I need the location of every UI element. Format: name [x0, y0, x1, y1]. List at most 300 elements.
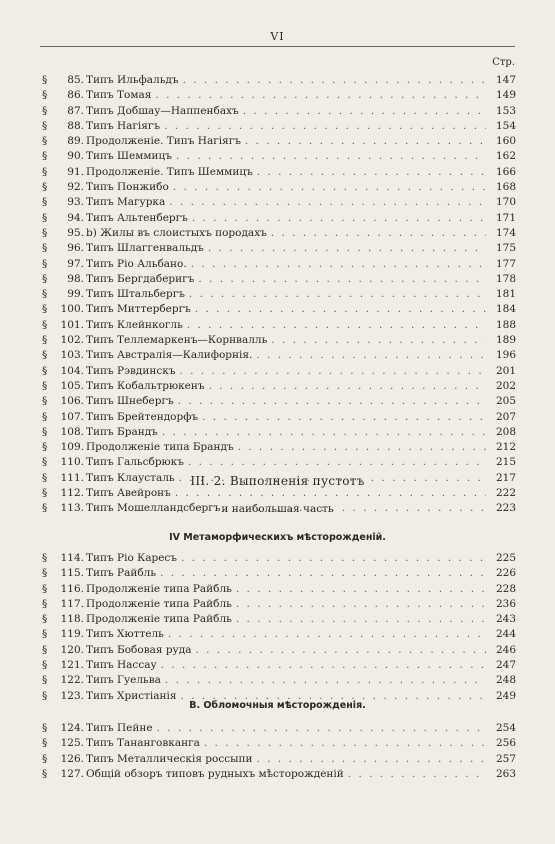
entry-title: Типъ Миттербергъ [86, 303, 191, 316]
dot-leader [192, 211, 486, 226]
section-sign: § [42, 395, 48, 408]
section-sign: § [42, 456, 48, 469]
toc-entry [42, 318, 516, 333]
dot-leader [191, 257, 486, 272]
entry-number: 110. [60, 456, 84, 469]
entry-page-number: 257 [495, 752, 516, 765]
dot-leader [173, 180, 486, 195]
dot-leader [271, 226, 486, 241]
entry-body [86, 425, 486, 440]
dot-leader [202, 410, 486, 425]
dot-leader [245, 134, 486, 149]
section-sign: § [42, 597, 48, 610]
dot-leader [169, 195, 486, 210]
entry-number: 112. [60, 487, 84, 500]
entry-title: Типъ Шлаггенвальдъ [86, 242, 204, 255]
entry-body [86, 364, 486, 379]
entry-number: 103. [60, 349, 84, 362]
entry-page-number: 170 [495, 196, 516, 209]
toc-entry [42, 455, 516, 470]
entry-number: 92. [67, 181, 84, 194]
entry-body [86, 673, 486, 688]
entry-page-number: 149 [495, 89, 516, 102]
dot-leader [175, 486, 486, 501]
entry-body [86, 440, 486, 455]
toc-entry [42, 394, 516, 409]
entry-page-number: 160 [495, 135, 516, 148]
entry-number: 106. [60, 395, 84, 408]
section-sign: § [42, 303, 48, 316]
toc-entry [42, 88, 516, 103]
entry-number: 89. [67, 135, 84, 148]
section-sign: § [42, 659, 48, 672]
toc-entry [42, 195, 516, 210]
toc-entry [42, 566, 516, 581]
entry-page-number: 207 [495, 410, 516, 423]
entry-body [86, 134, 486, 149]
toc-entry [42, 752, 516, 767]
entry-number: 87. [67, 104, 84, 117]
entry-body [86, 582, 486, 597]
dot-leader [198, 272, 486, 287]
entry-body [86, 721, 486, 736]
subsection-heading-iv: IV Метаморфическихъ мѣсторожденій. [169, 532, 386, 543]
toc-entry [42, 226, 516, 241]
entry-number: 111. [60, 471, 84, 484]
entry-title: Типъ Ріо Альбано. [86, 257, 187, 270]
entry-body [86, 394, 486, 409]
toc-entry [42, 241, 516, 256]
section-sign: § [42, 722, 48, 734]
dot-leader [165, 673, 486, 688]
dot-leader [168, 627, 486, 642]
section-sign: § [42, 272, 48, 285]
entry-number: 94. [67, 211, 84, 224]
entry-body [86, 257, 486, 272]
entry-number: 113. [60, 502, 84, 515]
entry-page-number: 168 [495, 181, 516, 194]
toc-entry [42, 643, 516, 658]
entry-number: 88. [67, 119, 84, 132]
entry-title: Продолженіе. Типъ Шеммицъ [86, 165, 253, 178]
entry-body [86, 149, 486, 164]
entry-body [86, 627, 486, 642]
entry-number: 126. [60, 752, 84, 765]
section-subheading: и наибольшая часть [221, 503, 334, 515]
section-sign: § [42, 196, 48, 209]
entry-body [86, 241, 486, 256]
section-sign: § [42, 487, 48, 500]
entry-body [86, 736, 486, 751]
entry-number: 98. [67, 272, 84, 285]
toc-entry [42, 302, 516, 317]
entry-number: 100. [60, 303, 84, 316]
entry-body [86, 658, 486, 673]
header-rule [40, 46, 515, 47]
entry-number: 121. [60, 659, 84, 672]
toc-entry [42, 180, 516, 195]
dot-leader [257, 165, 486, 180]
entry-title: Общій обзоръ типовъ рудныхъ мѣсторожденій [86, 767, 344, 780]
dot-leader [236, 612, 486, 627]
dot-leader [236, 597, 486, 612]
toc-entry [42, 673, 516, 688]
entry-body [86, 643, 486, 658]
entry-body [86, 287, 486, 302]
entry-title: b) Жилы въ слоистыхъ породахъ [86, 226, 267, 239]
toc-entry [42, 272, 516, 287]
entry-page-number: 174 [495, 226, 516, 239]
entry-title: Продолженіе. Типъ Нагіягъ [86, 135, 241, 148]
entry-title: Типъ Понжибо [86, 181, 169, 194]
entry-body [86, 73, 486, 88]
subsection-heading-v: В. Обломочныя мѣсторожденія. [189, 700, 366, 711]
entry-title: Типъ Ильфальдъ [86, 74, 179, 86]
dot-leader [162, 425, 486, 440]
section-sign: § [42, 643, 48, 656]
entry-page-number: 243 [495, 613, 516, 626]
section-sign: § [42, 552, 48, 564]
entry-title: Типъ Бергдаберигъ [86, 272, 195, 285]
entry-page-number: 226 [495, 567, 516, 580]
entry-page-number: 162 [495, 150, 516, 163]
section-sign: § [42, 334, 48, 347]
entry-body [86, 767, 486, 782]
section-sign: § [42, 379, 48, 392]
dot-leader [181, 551, 486, 566]
dot-leader [187, 318, 486, 333]
entry-title: Типъ Ріо Каресъ [86, 552, 177, 564]
entry-title: Типъ Тананговканга [86, 737, 200, 750]
entry-number: 90. [67, 150, 84, 163]
dot-leader [189, 287, 486, 302]
entry-body [86, 486, 486, 501]
section-sign: § [42, 502, 48, 515]
entry-page-number: 228 [495, 582, 516, 595]
entry-title: Типъ Райбль [86, 567, 157, 580]
toc-list-section-c [42, 721, 516, 782]
dot-leader [155, 88, 486, 103]
entry-body [86, 333, 486, 348]
entry-number: 107. [60, 410, 84, 423]
entry-page-number: 189 [495, 334, 516, 347]
entry-page-number: 202 [495, 379, 516, 392]
dot-leader [160, 566, 486, 581]
entry-number: 122. [60, 674, 84, 687]
toc-entry [42, 736, 516, 751]
entry-number: 93. [67, 196, 84, 209]
toc-entry [42, 486, 516, 501]
entry-number: 85. [67, 74, 84, 86]
section-sign: § [42, 119, 48, 132]
section-sign: § [42, 318, 48, 331]
toc-entry [42, 612, 516, 627]
entry-page-number: 222 [495, 487, 516, 500]
section-sign: § [42, 288, 48, 301]
toc-entry [42, 149, 516, 164]
entry-title: Типъ Шеммицъ [86, 150, 172, 163]
entry-page-number: 225 [495, 552, 516, 564]
section-sign: § [42, 471, 48, 484]
entry-page-number: 154 [495, 119, 516, 132]
entry-title: Типъ Рэвдинскъ [86, 364, 176, 377]
entry-title: Типъ Христіанія [86, 689, 177, 702]
toc-entry [42, 379, 516, 394]
entry-body [86, 104, 486, 119]
entry-page-number: 236 [495, 597, 516, 610]
entry-body [86, 211, 486, 226]
entry-number: 127. [60, 767, 84, 780]
entry-title: Типъ Металлическія россыпи [86, 752, 253, 765]
entry-title: Типъ Клаусталь [86, 471, 175, 484]
entry-body [86, 348, 486, 363]
entry-page-number: 175 [495, 242, 516, 255]
entry-body [86, 410, 486, 425]
dot-leader [188, 455, 486, 470]
toc-entry [42, 425, 516, 440]
entry-body [86, 612, 486, 627]
entry-title: Типъ Клейнкогль [86, 318, 183, 331]
section-sign: § [42, 364, 48, 377]
section-sign: § [42, 165, 48, 178]
entry-page-number: 212 [495, 441, 516, 454]
entry-page-number: 244 [495, 628, 516, 641]
toc-entry [42, 767, 516, 782]
dot-leader [183, 73, 486, 88]
entry-title: Типъ Нагіягъ [86, 119, 161, 132]
section-sign: § [42, 674, 48, 687]
entry-page-number: 196 [495, 349, 516, 362]
entry-title: Типъ Добшау—Наппенбахъ [86, 104, 239, 117]
entry-number: 99. [67, 288, 84, 301]
entry-number: 108. [60, 425, 84, 438]
entry-page-number: 263 [495, 767, 516, 780]
entry-page-number: 208 [495, 425, 516, 438]
entry-body [86, 195, 486, 210]
entry-number: 102. [60, 334, 84, 347]
entry-title: Типъ Нассау [86, 659, 157, 672]
section-sign: § [42, 211, 48, 224]
section-sign: § [42, 104, 48, 117]
dot-leader [243, 104, 486, 119]
toc-entry [42, 348, 516, 363]
entry-number: 105. [60, 379, 84, 392]
entry-title: Типъ Теллемаркенъ—Корнвалль [86, 334, 268, 347]
dot-leader [204, 736, 486, 751]
section-sign: § [42, 689, 48, 702]
entry-title: Типъ Австралія—Калифорнія. [86, 349, 253, 362]
toc-entry [42, 73, 516, 88]
dot-leader [164, 119, 486, 134]
dot-leader [179, 364, 486, 379]
entry-page-number: 249 [495, 689, 516, 702]
entry-number: 95. [67, 226, 84, 239]
toc-list-section-b [42, 551, 516, 704]
toc-entry [42, 582, 516, 597]
entry-title: Типъ Шнебергъ [86, 395, 174, 408]
entry-number: 123. [60, 689, 84, 702]
entry-page-number: 201 [495, 364, 516, 377]
toc-entry [42, 104, 516, 119]
dot-leader [208, 241, 486, 256]
entry-number: 120. [60, 643, 84, 656]
entry-title: Типъ Бобовая руда [86, 643, 192, 656]
entry-title: Типъ Авейронъ [86, 487, 171, 500]
entry-body [86, 566, 486, 581]
section-sign: § [42, 441, 48, 454]
entry-number: 115. [60, 567, 84, 580]
section-sign: § [42, 135, 48, 148]
section-sign: § [42, 613, 48, 626]
section-sign: § [42, 257, 48, 270]
toc-list-section-a [42, 73, 516, 517]
entry-title: Типъ Брейтендорфъ [86, 410, 199, 423]
entry-body [86, 379, 486, 394]
entry-number: 125. [60, 737, 84, 750]
entry-page-number: 247 [495, 659, 516, 672]
entry-number: 109. [60, 441, 84, 454]
toc-entry [42, 333, 516, 348]
toc-entry [42, 119, 516, 134]
entry-page-number: 178 [495, 272, 516, 285]
toc-entry [42, 627, 516, 642]
section-sign: § [42, 181, 48, 194]
toc-entry [42, 211, 516, 226]
entry-page-number: 171 [495, 211, 516, 224]
dot-leader [348, 767, 486, 782]
section-sign: § [42, 582, 48, 595]
entry-title: Типъ Хюттель [86, 628, 164, 641]
entry-number: 91. [67, 165, 84, 178]
entry-title: Продолженіе типа Райбль [86, 582, 232, 595]
section-sign: § [42, 767, 48, 780]
entry-number: 114. [60, 552, 84, 564]
section-sign: § [42, 150, 48, 163]
page-column-label: Стр. [492, 57, 515, 68]
entry-body [86, 551, 486, 566]
entry-body [86, 180, 486, 195]
entry-page-number: 223 [495, 502, 516, 515]
page-folio: VI [270, 30, 285, 43]
section-sign: § [42, 628, 48, 641]
entry-title: Типъ Мошелландсбергъ [86, 502, 221, 515]
dot-leader [195, 302, 486, 317]
entry-body [86, 455, 486, 470]
dot-leader [238, 440, 486, 455]
entry-body [86, 597, 486, 612]
toc-entry [42, 597, 516, 612]
entry-page-number: 177 [495, 257, 516, 270]
dot-leader [271, 333, 486, 348]
entry-body [86, 752, 486, 767]
dot-leader [256, 752, 486, 767]
entry-number: 96. [67, 242, 84, 255]
entry-number: 101. [60, 318, 84, 331]
section-sign: § [42, 737, 48, 750]
entry-body [86, 165, 486, 180]
toc-entry [42, 165, 516, 180]
entry-title: Типъ Пейне [86, 722, 153, 734]
toc-entry [42, 364, 516, 379]
entry-title: Типъ Гальсбрюкъ [86, 456, 184, 469]
section-sign: § [42, 349, 48, 362]
entry-title: Типъ Брандъ [86, 425, 158, 438]
entry-number: 97. [67, 257, 84, 270]
toc-entry [42, 551, 516, 566]
section-sign: § [42, 425, 48, 438]
dot-leader [161, 658, 486, 673]
entry-page-number: 166 [495, 165, 516, 178]
entry-page-number: 188 [495, 318, 516, 331]
entry-number: 86. [67, 89, 84, 102]
toc-entry [42, 721, 516, 736]
entry-page-number: 153 [495, 104, 516, 117]
dot-leader [195, 643, 486, 658]
entry-title: Продолженіе типа Брандъ [86, 441, 234, 454]
section-heading: III. 2. Выполненія пустотъ [190, 474, 365, 488]
entry-page-number: 256 [495, 737, 516, 750]
dot-leader [209, 379, 486, 394]
dot-leader [157, 721, 486, 736]
entry-body [86, 302, 486, 317]
entry-number: 116. [60, 582, 84, 595]
entry-title: Типъ Штальбергъ [86, 288, 185, 301]
toc-entry [42, 287, 516, 302]
toc-entry [42, 658, 516, 673]
section-sign: § [42, 74, 48, 86]
entry-title: Типъ Альтенбергъ [86, 211, 188, 224]
entry-number: 124. [60, 722, 84, 734]
section-sign: § [42, 226, 48, 239]
section-sign: § [42, 242, 48, 255]
entry-title: Типъ Гуельва [86, 674, 161, 687]
section-sign: § [42, 752, 48, 765]
section-sign: § [42, 410, 48, 423]
entry-body [86, 226, 486, 241]
entry-body [86, 119, 486, 134]
entry-body [86, 88, 486, 103]
entry-page-number: 147 [495, 74, 516, 86]
entry-page-number: 248 [495, 674, 516, 687]
entry-number: 118. [60, 613, 84, 626]
entry-title: Продолженіе типа Райбль [86, 597, 232, 610]
entry-page-number: 217 [495, 471, 516, 484]
entry-page-number: 215 [495, 456, 516, 469]
entry-number: 117. [60, 597, 84, 610]
entry-page-number: 181 [495, 288, 516, 301]
section-sign: § [42, 89, 48, 102]
entry-title: Типъ Магурка [86, 196, 166, 209]
section-sign: § [42, 567, 48, 580]
entry-page-number: 254 [495, 722, 516, 734]
entry-number: 104. [60, 364, 84, 377]
entry-title: Продолженіе типа Райбль [86, 613, 232, 626]
entry-page-number: 246 [495, 643, 516, 656]
entry-body [86, 272, 486, 287]
dot-leader [256, 348, 486, 363]
dot-leader [176, 149, 486, 164]
entry-title: Типъ Томая [86, 89, 152, 102]
toc-entry [42, 257, 516, 272]
entry-number: 119. [60, 628, 84, 641]
dot-leader [178, 394, 486, 409]
entry-page-number: 205 [495, 395, 516, 408]
entry-page-number: 184 [495, 303, 516, 316]
entry-title: Типъ Кобальтрюкенъ [86, 379, 205, 392]
toc-entry [42, 440, 516, 455]
entry-body [86, 318, 486, 333]
toc-entry [42, 410, 516, 425]
